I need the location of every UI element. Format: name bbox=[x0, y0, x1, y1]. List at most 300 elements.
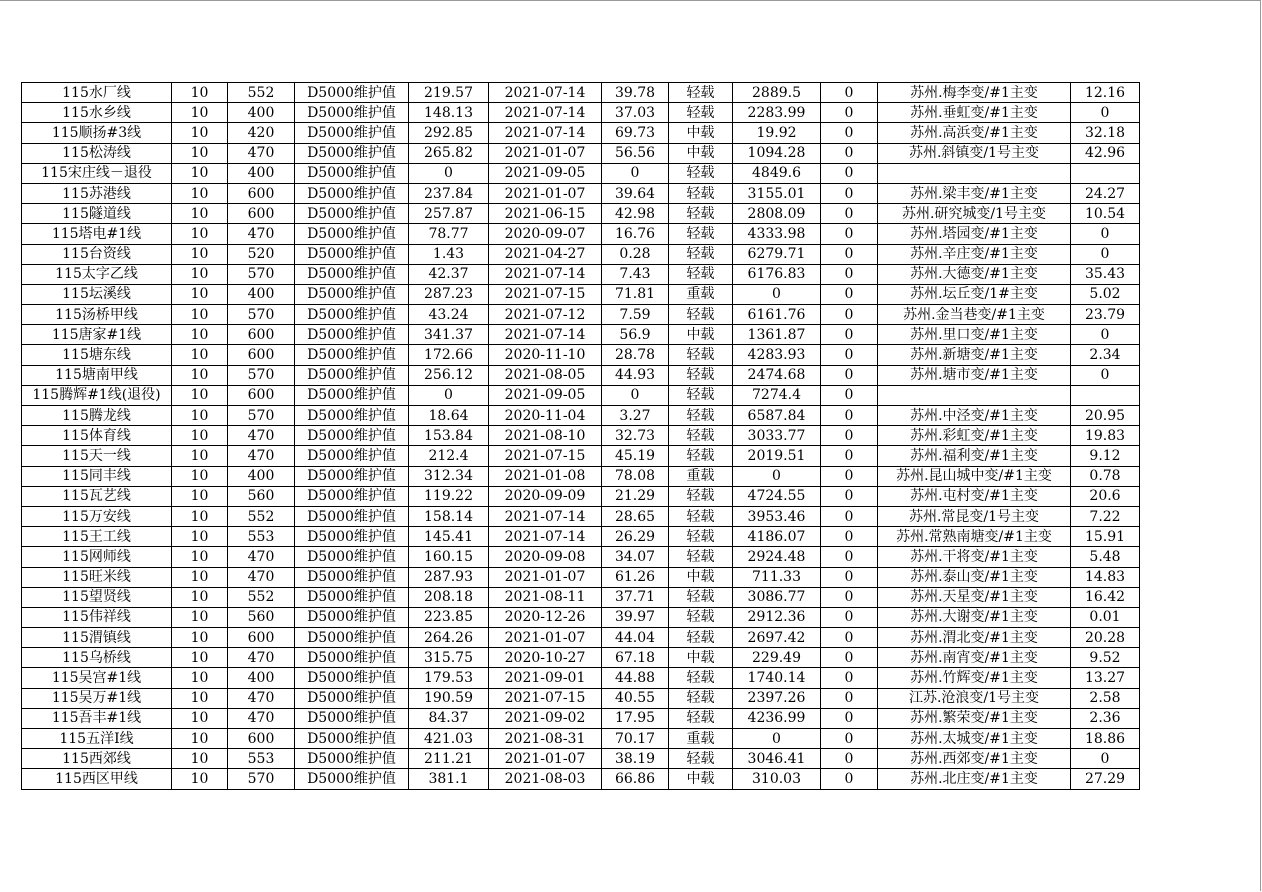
cell-spare-capacity[interactable]: 3953.46 bbox=[733, 506, 821, 526]
cell-line-name[interactable]: 115唐家#1线 bbox=[22, 325, 172, 345]
cell-spare-capacity[interactable]: 0 bbox=[733, 466, 821, 486]
cell-line-name[interactable]: 115水乡线 bbox=[22, 103, 172, 123]
cell-max-date[interactable]: 2020-09-08 bbox=[489, 547, 602, 567]
cell-load-rate[interactable]: 56.56 bbox=[602, 143, 669, 163]
cell-load-rate[interactable]: 37.03 bbox=[602, 103, 669, 123]
cell-line-name[interactable]: 115网师线 bbox=[22, 547, 172, 567]
cell-load-rate[interactable]: 39.97 bbox=[602, 607, 669, 627]
cell-max-current[interactable]: 341.37 bbox=[409, 325, 489, 345]
cell-spare-capacity[interactable]: 6279.71 bbox=[733, 244, 821, 264]
cell-load-status[interactable]: 轻载 bbox=[669, 365, 733, 385]
cell-voltage-level[interactable]: 10 bbox=[172, 749, 228, 769]
cell-voltage-level[interactable]: 10 bbox=[172, 385, 228, 405]
cell-line-name[interactable]: 115台资线 bbox=[22, 244, 172, 264]
cell-spare-capacity[interactable]: 4283.93 bbox=[733, 345, 821, 365]
cell-line-name[interactable]: 115腾辉#1线(退役) bbox=[22, 385, 172, 405]
cell-voltage-level[interactable]: 10 bbox=[172, 284, 228, 304]
cell-load-status[interactable]: 轻载 bbox=[669, 406, 733, 426]
cell-transformer-load[interactable]: 13.27 bbox=[1071, 668, 1140, 688]
cell-load-status[interactable]: 轻载 bbox=[669, 446, 733, 466]
cell-voltage-level[interactable]: 10 bbox=[172, 446, 228, 466]
cell-max-current[interactable]: 287.93 bbox=[409, 567, 489, 587]
cell-data-source[interactable]: D5000维护值 bbox=[295, 607, 409, 627]
cell-load-rate[interactable]: 16.76 bbox=[602, 224, 669, 244]
cell-spare-capacity[interactable]: 2283.99 bbox=[733, 103, 821, 123]
cell-max-current[interactable]: 190.59 bbox=[409, 688, 489, 708]
cell-data-source[interactable]: D5000维护值 bbox=[295, 284, 409, 304]
cell-max-current[interactable]: 43.24 bbox=[409, 305, 489, 325]
cell-max-current[interactable]: 211.21 bbox=[409, 749, 489, 769]
cell-max-date[interactable]: 2020-09-09 bbox=[489, 486, 602, 506]
cell-spare-capacity[interactable]: 310.03 bbox=[733, 769, 821, 789]
cell-max-current[interactable]: 223.85 bbox=[409, 607, 489, 627]
cell-data-source[interactable]: D5000维护值 bbox=[295, 688, 409, 708]
cell-max-current[interactable]: 119.22 bbox=[409, 486, 489, 506]
cell-transformer[interactable]: 苏州.渭北变/#1主变 bbox=[878, 628, 1071, 648]
cell-load-status[interactable]: 重载 bbox=[669, 284, 733, 304]
cell-line-name[interactable]: 115同丰线 bbox=[22, 466, 172, 486]
cell-flag-value[interactable]: 0 bbox=[821, 688, 878, 708]
cell-flag-value[interactable]: 0 bbox=[821, 708, 878, 728]
cell-line-name[interactable]: 115水厂线 bbox=[22, 83, 172, 103]
cell-spare-capacity[interactable]: 19.92 bbox=[733, 123, 821, 143]
cell-transformer-load[interactable]: 0 bbox=[1071, 224, 1140, 244]
cell-load-status[interactable]: 轻载 bbox=[669, 83, 733, 103]
cell-spare-capacity[interactable]: 4236.99 bbox=[733, 708, 821, 728]
cell-max-date[interactable]: 2021-07-14 bbox=[489, 325, 602, 345]
cell-data-source[interactable]: D5000维护值 bbox=[295, 325, 409, 345]
cell-data-source[interactable]: D5000维护值 bbox=[295, 446, 409, 466]
cell-max-date[interactable]: 2021-07-14 bbox=[489, 506, 602, 526]
cell-max-date[interactable]: 2021-01-08 bbox=[489, 466, 602, 486]
cell-transformer[interactable]: 苏州.太城变/#1主变 bbox=[878, 729, 1071, 749]
cell-load-status[interactable]: 重载 bbox=[669, 729, 733, 749]
cell-rated-current[interactable]: 400 bbox=[228, 163, 295, 183]
cell-load-rate[interactable]: 78.08 bbox=[602, 466, 669, 486]
cell-transformer-load[interactable]: 42.96 bbox=[1071, 143, 1140, 163]
cell-transformer-load[interactable]: 32.18 bbox=[1071, 123, 1140, 143]
cell-transformer[interactable]: 苏州.斜镇变/1号主变 bbox=[878, 143, 1071, 163]
cell-max-date[interactable]: 2021-06-15 bbox=[489, 204, 602, 224]
cell-data-source[interactable]: D5000维护值 bbox=[295, 486, 409, 506]
cell-transformer-load[interactable]: 0 bbox=[1071, 103, 1140, 123]
cell-max-date[interactable]: 2020-12-26 bbox=[489, 607, 602, 627]
cell-load-status[interactable]: 轻载 bbox=[669, 628, 733, 648]
cell-max-date[interactable]: 2021-07-14 bbox=[489, 103, 602, 123]
cell-spare-capacity[interactable]: 6587.84 bbox=[733, 406, 821, 426]
cell-voltage-level[interactable]: 10 bbox=[172, 325, 228, 345]
cell-transformer[interactable]: 苏州.竹辉变/#1主变 bbox=[878, 668, 1071, 688]
cell-load-status[interactable]: 轻载 bbox=[669, 506, 733, 526]
cell-voltage-level[interactable]: 10 bbox=[172, 103, 228, 123]
cell-load-rate[interactable]: 38.19 bbox=[602, 749, 669, 769]
cell-data-source[interactable]: D5000维护值 bbox=[295, 527, 409, 547]
cell-spare-capacity[interactable]: 3046.41 bbox=[733, 749, 821, 769]
cell-voltage-level[interactable]: 10 bbox=[172, 204, 228, 224]
cell-data-source[interactable]: D5000维护值 bbox=[295, 365, 409, 385]
cell-rated-current[interactable]: 600 bbox=[228, 183, 295, 203]
cell-line-name[interactable]: 115塔电#1线 bbox=[22, 224, 172, 244]
cell-voltage-level[interactable]: 10 bbox=[172, 506, 228, 526]
cell-transformer-load[interactable]: 0 bbox=[1071, 365, 1140, 385]
cell-transformer-load[interactable]: 7.22 bbox=[1071, 506, 1140, 526]
cell-voltage-level[interactable]: 10 bbox=[172, 708, 228, 728]
cell-max-current[interactable]: 148.13 bbox=[409, 103, 489, 123]
cell-line-name[interactable]: 115太字乙线 bbox=[22, 264, 172, 284]
cell-line-name[interactable]: 115隧道线 bbox=[22, 204, 172, 224]
cell-data-source[interactable]: D5000维护值 bbox=[295, 183, 409, 203]
cell-rated-current[interactable]: 400 bbox=[228, 103, 295, 123]
cell-max-date[interactable]: 2021-07-15 bbox=[489, 446, 602, 466]
cell-transformer[interactable]: 江苏.沧浪变/1号主变 bbox=[878, 688, 1071, 708]
cell-transformer-load[interactable]: 0 bbox=[1071, 244, 1140, 264]
cell-transformer[interactable]: 苏州.常昆变/1号主变 bbox=[878, 506, 1071, 526]
cell-transformer-load[interactable]: 2.58 bbox=[1071, 688, 1140, 708]
cell-spare-capacity[interactable]: 6176.83 bbox=[733, 264, 821, 284]
cell-max-date[interactable]: 2021-01-07 bbox=[489, 749, 602, 769]
cell-spare-capacity[interactable]: 7274.4 bbox=[733, 385, 821, 405]
cell-transformer[interactable]: 苏州.彩虹变/#1主变 bbox=[878, 426, 1071, 446]
cell-rated-current[interactable]: 570 bbox=[228, 264, 295, 284]
cell-data-source[interactable]: D5000维护值 bbox=[295, 224, 409, 244]
cell-voltage-level[interactable]: 10 bbox=[172, 264, 228, 284]
cell-max-date[interactable]: 2021-08-31 bbox=[489, 729, 602, 749]
cell-max-current[interactable]: 287.23 bbox=[409, 284, 489, 304]
cell-rated-current[interactable]: 470 bbox=[228, 688, 295, 708]
cell-load-status[interactable]: 轻载 bbox=[669, 426, 733, 446]
cell-max-date[interactable]: 2021-09-05 bbox=[489, 385, 602, 405]
cell-flag-value[interactable]: 0 bbox=[821, 769, 878, 789]
cell-load-rate[interactable]: 44.04 bbox=[602, 628, 669, 648]
cell-max-current[interactable]: 237.84 bbox=[409, 183, 489, 203]
cell-rated-current[interactable]: 470 bbox=[228, 426, 295, 446]
cell-max-current[interactable]: 212.4 bbox=[409, 446, 489, 466]
cell-transformer[interactable]: 苏州.屯村变/#1主变 bbox=[878, 486, 1071, 506]
cell-max-current[interactable]: 381.1 bbox=[409, 769, 489, 789]
cell-data-source[interactable]: D5000维护值 bbox=[295, 264, 409, 284]
cell-transformer[interactable]: 苏州.中泾变/#1主变 bbox=[878, 406, 1071, 426]
cell-transformer-load[interactable]: 20.95 bbox=[1071, 406, 1140, 426]
cell-transformer-load[interactable]: 10.54 bbox=[1071, 204, 1140, 224]
cell-rated-current[interactable]: 470 bbox=[228, 446, 295, 466]
cell-line-name[interactable]: 115坛溪线 bbox=[22, 284, 172, 304]
cell-max-current[interactable]: 172.66 bbox=[409, 345, 489, 365]
cell-rated-current[interactable]: 600 bbox=[228, 729, 295, 749]
cell-flag-value[interactable]: 0 bbox=[821, 264, 878, 284]
cell-flag-value[interactable]: 0 bbox=[821, 204, 878, 224]
cell-transformer-load[interactable]: 2.34 bbox=[1071, 345, 1140, 365]
cell-voltage-level[interactable]: 10 bbox=[172, 183, 228, 203]
cell-transformer-load[interactable]: 9.12 bbox=[1071, 446, 1140, 466]
cell-max-current[interactable]: 18.64 bbox=[409, 406, 489, 426]
cell-data-source[interactable]: D5000维护值 bbox=[295, 769, 409, 789]
cell-rated-current[interactable]: 520 bbox=[228, 244, 295, 264]
cell-data-source[interactable]: D5000维护值 bbox=[295, 143, 409, 163]
cell-transformer-load[interactable]: 0 bbox=[1071, 325, 1140, 345]
cell-max-current[interactable]: 160.15 bbox=[409, 547, 489, 567]
cell-max-date[interactable]: 2021-07-12 bbox=[489, 305, 602, 325]
cell-line-name[interactable]: 115塘南甲线 bbox=[22, 365, 172, 385]
cell-load-rate[interactable]: 21.29 bbox=[602, 486, 669, 506]
cell-load-rate[interactable]: 26.29 bbox=[602, 527, 669, 547]
cell-voltage-level[interactable]: 10 bbox=[172, 143, 228, 163]
cell-transformer[interactable]: 苏州.泰山变/#1主变 bbox=[878, 567, 1071, 587]
cell-load-rate[interactable]: 70.17 bbox=[602, 729, 669, 749]
cell-data-source[interactable]: D5000维护值 bbox=[295, 385, 409, 405]
cell-load-status[interactable]: 轻载 bbox=[669, 587, 733, 607]
cell-load-status[interactable]: 轻载 bbox=[669, 668, 733, 688]
cell-max-current[interactable]: 153.84 bbox=[409, 426, 489, 446]
cell-transformer[interactable]: 苏州.梁丰变/#1主变 bbox=[878, 183, 1071, 203]
cell-line-name[interactable]: 115天一线 bbox=[22, 446, 172, 466]
cell-data-source[interactable]: D5000维护值 bbox=[295, 426, 409, 446]
cell-transformer[interactable] bbox=[878, 385, 1071, 405]
cell-flag-value[interactable]: 0 bbox=[821, 103, 878, 123]
cell-line-name[interactable]: 115五洋I线 bbox=[22, 729, 172, 749]
cell-transformer[interactable]: 苏州.繁荣变/#1主变 bbox=[878, 708, 1071, 728]
cell-load-status[interactable]: 轻载 bbox=[669, 385, 733, 405]
cell-transformer[interactable]: 苏州.垂虹变/#1主变 bbox=[878, 103, 1071, 123]
cell-transformer-load[interactable]: 14.83 bbox=[1071, 567, 1140, 587]
cell-spare-capacity[interactable]: 1094.28 bbox=[733, 143, 821, 163]
cell-spare-capacity[interactable]: 0 bbox=[733, 729, 821, 749]
cell-spare-capacity[interactable]: 229.49 bbox=[733, 648, 821, 668]
cell-load-rate[interactable]: 7.59 bbox=[602, 305, 669, 325]
cell-max-date[interactable]: 2021-07-15 bbox=[489, 688, 602, 708]
cell-rated-current[interactable]: 600 bbox=[228, 345, 295, 365]
cell-load-rate[interactable]: 32.73 bbox=[602, 426, 669, 446]
cell-data-source[interactable]: D5000维护值 bbox=[295, 708, 409, 728]
cell-flag-value[interactable]: 0 bbox=[821, 345, 878, 365]
cell-data-source[interactable]: D5000维护值 bbox=[295, 305, 409, 325]
cell-load-rate[interactable]: 17.95 bbox=[602, 708, 669, 728]
cell-max-date[interactable]: 2021-09-02 bbox=[489, 708, 602, 728]
cell-max-current[interactable]: 145.41 bbox=[409, 527, 489, 547]
cell-voltage-level[interactable]: 10 bbox=[172, 365, 228, 385]
cell-voltage-level[interactable]: 10 bbox=[172, 668, 228, 688]
cell-transformer-load[interactable]: 24.27 bbox=[1071, 183, 1140, 203]
cell-transformer-load[interactable]: 5.48 bbox=[1071, 547, 1140, 567]
cell-max-date[interactable]: 2021-07-14 bbox=[489, 83, 602, 103]
cell-voltage-level[interactable]: 10 bbox=[172, 123, 228, 143]
cell-load-status[interactable]: 轻载 bbox=[669, 183, 733, 203]
cell-data-source[interactable]: D5000维护值 bbox=[295, 648, 409, 668]
cell-spare-capacity[interactable]: 3155.01 bbox=[733, 183, 821, 203]
cell-transformer-load[interactable]: 15.91 bbox=[1071, 527, 1140, 547]
cell-spare-capacity[interactable]: 711.33 bbox=[733, 567, 821, 587]
cell-spare-capacity[interactable]: 2697.42 bbox=[733, 628, 821, 648]
cell-spare-capacity[interactable]: 2474.68 bbox=[733, 365, 821, 385]
cell-load-status[interactable]: 重载 bbox=[669, 466, 733, 486]
cell-flag-value[interactable]: 0 bbox=[821, 163, 878, 183]
cell-load-status[interactable]: 轻载 bbox=[669, 527, 733, 547]
cell-load-status[interactable]: 中载 bbox=[669, 123, 733, 143]
cell-voltage-level[interactable]: 10 bbox=[172, 466, 228, 486]
cell-transformer[interactable]: 苏州.坛丘变/1#主变 bbox=[878, 284, 1071, 304]
cell-load-status[interactable]: 中载 bbox=[669, 567, 733, 587]
cell-flag-value[interactable]: 0 bbox=[821, 83, 878, 103]
cell-transformer[interactable] bbox=[878, 163, 1071, 183]
cell-spare-capacity[interactable]: 1740.14 bbox=[733, 668, 821, 688]
cell-spare-capacity[interactable]: 2924.48 bbox=[733, 547, 821, 567]
cell-rated-current[interactable]: 400 bbox=[228, 284, 295, 304]
cell-load-status[interactable]: 轻载 bbox=[669, 708, 733, 728]
cell-load-rate[interactable]: 0 bbox=[602, 163, 669, 183]
cell-flag-value[interactable]: 0 bbox=[821, 587, 878, 607]
cell-max-date[interactable]: 2021-09-01 bbox=[489, 668, 602, 688]
cell-rated-current[interactable]: 600 bbox=[228, 325, 295, 345]
cell-load-status[interactable]: 轻载 bbox=[669, 103, 733, 123]
cell-transformer[interactable]: 苏州.福利变/#1主变 bbox=[878, 446, 1071, 466]
cell-data-source[interactable]: D5000维护值 bbox=[295, 204, 409, 224]
cell-load-rate[interactable]: 67.18 bbox=[602, 648, 669, 668]
cell-flag-value[interactable]: 0 bbox=[821, 284, 878, 304]
cell-voltage-level[interactable]: 10 bbox=[172, 648, 228, 668]
cell-load-status[interactable]: 中载 bbox=[669, 648, 733, 668]
cell-max-current[interactable]: 219.57 bbox=[409, 83, 489, 103]
cell-voltage-level[interactable]: 10 bbox=[172, 486, 228, 506]
cell-max-date[interactable]: 2020-10-27 bbox=[489, 648, 602, 668]
cell-load-rate[interactable]: 71.81 bbox=[602, 284, 669, 304]
cell-max-current[interactable]: 257.87 bbox=[409, 204, 489, 224]
cell-transformer-load[interactable]: 23.79 bbox=[1071, 305, 1140, 325]
cell-spare-capacity[interactable]: 0 bbox=[733, 284, 821, 304]
cell-data-source[interactable]: D5000维护值 bbox=[295, 628, 409, 648]
cell-load-status[interactable]: 中载 bbox=[669, 325, 733, 345]
cell-transformer[interactable]: 苏州.南宵变/#1主变 bbox=[878, 648, 1071, 668]
cell-line-name[interactable]: 115体育线 bbox=[22, 426, 172, 446]
cell-voltage-level[interactable]: 10 bbox=[172, 607, 228, 627]
cell-flag-value[interactable]: 0 bbox=[821, 607, 878, 627]
cell-load-rate[interactable]: 66.86 bbox=[602, 769, 669, 789]
cell-rated-current[interactable]: 552 bbox=[228, 587, 295, 607]
cell-transformer[interactable]: 苏州.天星变/#1主变 bbox=[878, 587, 1071, 607]
cell-max-current[interactable]: 78.77 bbox=[409, 224, 489, 244]
cell-transformer-load[interactable]: 12.16 bbox=[1071, 83, 1140, 103]
cell-max-current[interactable]: 265.82 bbox=[409, 143, 489, 163]
cell-load-status[interactable]: 轻载 bbox=[669, 244, 733, 264]
cell-max-current[interactable]: 84.37 bbox=[409, 708, 489, 728]
cell-voltage-level[interactable]: 10 bbox=[172, 224, 228, 244]
cell-data-source[interactable]: D5000维护值 bbox=[295, 668, 409, 688]
cell-rated-current[interactable]: 470 bbox=[228, 224, 295, 244]
cell-line-name[interactable]: 115王工线 bbox=[22, 527, 172, 547]
cell-transformer[interactable]: 苏州.新塘变/#1主变 bbox=[878, 345, 1071, 365]
cell-line-name[interactable]: 115伟祥线 bbox=[22, 607, 172, 627]
cell-transformer-load[interactable] bbox=[1071, 163, 1140, 183]
cell-spare-capacity[interactable]: 4186.07 bbox=[733, 527, 821, 547]
cell-transformer[interactable]: 苏州.北庄变/#1主变 bbox=[878, 769, 1071, 789]
cell-data-source[interactable]: D5000维护值 bbox=[295, 83, 409, 103]
cell-line-name[interactable]: 115渭镇线 bbox=[22, 628, 172, 648]
cell-load-rate[interactable]: 44.93 bbox=[602, 365, 669, 385]
cell-voltage-level[interactable]: 10 bbox=[172, 628, 228, 648]
cell-max-date[interactable]: 2021-01-07 bbox=[489, 567, 602, 587]
cell-load-status[interactable]: 轻载 bbox=[669, 163, 733, 183]
cell-transformer-load[interactable]: 5.02 bbox=[1071, 284, 1140, 304]
cell-transformer[interactable]: 苏州.塔园变/#1主变 bbox=[878, 224, 1071, 244]
cell-transformer-load[interactable]: 18.86 bbox=[1071, 729, 1140, 749]
cell-rated-current[interactable]: 600 bbox=[228, 385, 295, 405]
cell-load-status[interactable]: 轻载 bbox=[669, 547, 733, 567]
cell-rated-current[interactable]: 470 bbox=[228, 567, 295, 587]
cell-transformer-load[interactable]: 0.01 bbox=[1071, 607, 1140, 627]
cell-data-source[interactable]: D5000维护值 bbox=[295, 587, 409, 607]
cell-rated-current[interactable]: 470 bbox=[228, 547, 295, 567]
cell-rated-current[interactable]: 570 bbox=[228, 305, 295, 325]
cell-transformer[interactable]: 苏州.研究城变/1号主变 bbox=[878, 204, 1071, 224]
cell-spare-capacity[interactable]: 4333.98 bbox=[733, 224, 821, 244]
cell-spare-capacity[interactable]: 2019.51 bbox=[733, 446, 821, 466]
cell-transformer-load[interactable]: 27.29 bbox=[1071, 769, 1140, 789]
cell-load-status[interactable]: 轻载 bbox=[669, 224, 733, 244]
cell-load-status[interactable]: 中载 bbox=[669, 143, 733, 163]
cell-transformer[interactable]: 苏州.辛庄变/#1主变 bbox=[878, 244, 1071, 264]
cell-flag-value[interactable]: 0 bbox=[821, 668, 878, 688]
cell-rated-current[interactable]: 552 bbox=[228, 506, 295, 526]
cell-flag-value[interactable]: 0 bbox=[821, 749, 878, 769]
cell-max-current[interactable]: 256.12 bbox=[409, 365, 489, 385]
cell-transformer[interactable]: 苏州.西郊变/#1主变 bbox=[878, 749, 1071, 769]
cell-data-source[interactable]: D5000维护值 bbox=[295, 729, 409, 749]
cell-flag-value[interactable]: 0 bbox=[821, 385, 878, 405]
cell-rated-current[interactable]: 600 bbox=[228, 628, 295, 648]
cell-data-source[interactable]: D5000维护值 bbox=[295, 567, 409, 587]
cell-line-name[interactable]: 115万安线 bbox=[22, 506, 172, 526]
cell-flag-value[interactable]: 0 bbox=[821, 365, 878, 385]
cell-flag-value[interactable]: 0 bbox=[821, 143, 878, 163]
cell-max-date[interactable]: 2021-08-11 bbox=[489, 587, 602, 607]
cell-flag-value[interactable]: 0 bbox=[821, 527, 878, 547]
cell-transformer[interactable]: 苏州.大德变/#1主变 bbox=[878, 264, 1071, 284]
cell-load-rate[interactable]: 28.65 bbox=[602, 506, 669, 526]
cell-rated-current[interactable]: 570 bbox=[228, 365, 295, 385]
cell-load-rate[interactable]: 56.9 bbox=[602, 325, 669, 345]
cell-max-date[interactable]: 2021-08-10 bbox=[489, 426, 602, 446]
cell-rated-current[interactable]: 420 bbox=[228, 123, 295, 143]
cell-data-source[interactable]: D5000维护值 bbox=[295, 749, 409, 769]
cell-max-current[interactable]: 0 bbox=[409, 163, 489, 183]
cell-spare-capacity[interactable]: 3033.77 bbox=[733, 426, 821, 446]
cell-load-rate[interactable]: 61.26 bbox=[602, 567, 669, 587]
cell-transformer-load[interactable]: 16.42 bbox=[1071, 587, 1140, 607]
cell-voltage-level[interactable]: 10 bbox=[172, 83, 228, 103]
cell-line-name[interactable]: 115西区甲线 bbox=[22, 769, 172, 789]
cell-data-source[interactable]: D5000维护值 bbox=[295, 406, 409, 426]
cell-spare-capacity[interactable]: 1361.87 bbox=[733, 325, 821, 345]
cell-transformer[interactable]: 苏州.梅李变/#1主变 bbox=[878, 83, 1071, 103]
cell-rated-current[interactable]: 570 bbox=[228, 769, 295, 789]
cell-voltage-level[interactable]: 10 bbox=[172, 688, 228, 708]
cell-rated-current[interactable]: 553 bbox=[228, 749, 295, 769]
cell-voltage-level[interactable]: 10 bbox=[172, 305, 228, 325]
cell-voltage-level[interactable]: 10 bbox=[172, 527, 228, 547]
cell-line-name[interactable]: 115松涛线 bbox=[22, 143, 172, 163]
cell-max-date[interactable]: 2021-07-14 bbox=[489, 264, 602, 284]
cell-load-rate[interactable]: 44.88 bbox=[602, 668, 669, 688]
cell-line-name[interactable]: 115顺扬#3线 bbox=[22, 123, 172, 143]
cell-max-date[interactable]: 2021-01-07 bbox=[489, 183, 602, 203]
cell-transformer-load[interactable]: 0 bbox=[1071, 749, 1140, 769]
cell-max-current[interactable]: 421.03 bbox=[409, 729, 489, 749]
cell-load-rate[interactable]: 0.28 bbox=[602, 244, 669, 264]
cell-spare-capacity[interactable]: 4849.6 bbox=[733, 163, 821, 183]
cell-line-name[interactable]: 115苏港线 bbox=[22, 183, 172, 203]
cell-max-date[interactable]: 2021-07-14 bbox=[489, 527, 602, 547]
cell-max-date[interactable]: 2021-08-05 bbox=[489, 365, 602, 385]
cell-load-status[interactable]: 轻载 bbox=[669, 749, 733, 769]
cell-load-rate[interactable]: 34.07 bbox=[602, 547, 669, 567]
